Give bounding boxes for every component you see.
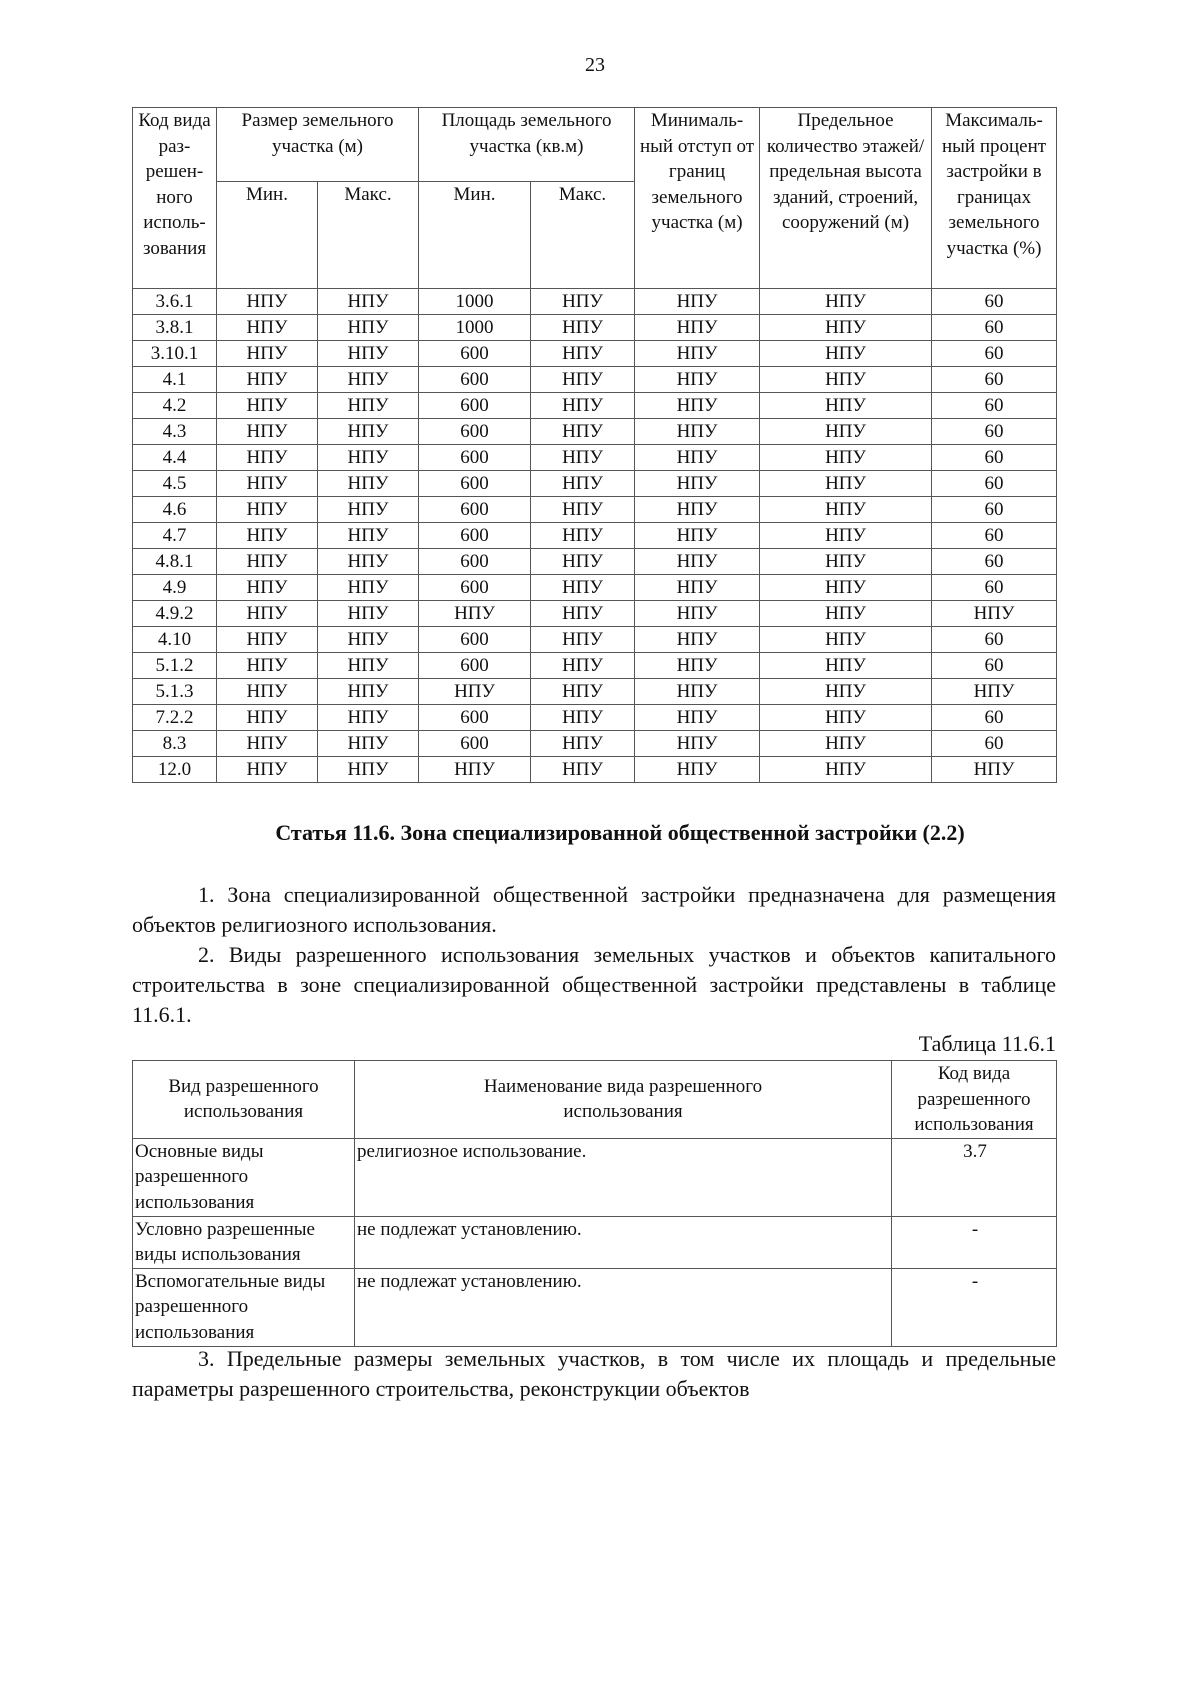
- cell-size-min: НПУ: [217, 367, 318, 393]
- table-row: [133, 315, 1057, 341]
- cell-size-max: НПУ: [318, 523, 419, 549]
- cell-setback: НПУ: [635, 341, 760, 367]
- cell-percent: 60: [932, 523, 1057, 549]
- cell-percent: 60: [932, 289, 1057, 315]
- cell-size-min: НПУ: [217, 549, 318, 575]
- cell-setback: НПУ: [635, 705, 760, 731]
- paragraph-2: [132, 940, 1056, 1030]
- header-use-name: Наименование вида разрешенного использования: [355, 1061, 892, 1139]
- cell-code: 3.10.1: [133, 341, 217, 367]
- cell-code: 4.1: [133, 367, 217, 393]
- cell-size-min: НПУ: [217, 731, 318, 757]
- table-caption: Таблица 11.6.1: [918, 1031, 1056, 1056]
- table-row: [133, 289, 1057, 315]
- cell-size-max: НПУ: [318, 393, 419, 419]
- cell-size-min: НПУ: [217, 523, 318, 549]
- cell-code: 3.8.1: [133, 315, 217, 341]
- table-row: [133, 497, 1057, 523]
- table-row: [133, 367, 1057, 393]
- use-name: не подлежат установлению.: [355, 1268, 892, 1346]
- table-row: [133, 523, 1057, 549]
- table-row: [133, 393, 1057, 419]
- cell-floors: НПУ: [760, 731, 932, 757]
- cell-size-max: НПУ: [318, 341, 419, 367]
- cell-code: 4.9.2: [133, 601, 217, 627]
- paragraph-1: [132, 880, 1056, 940]
- cell-setback: НПУ: [635, 445, 760, 471]
- cell-area-max: НПУ: [531, 315, 635, 341]
- cell-size-min: НПУ: [217, 471, 318, 497]
- table-row: [133, 627, 1057, 653]
- table-row: [133, 731, 1057, 757]
- header-area: Площадь земельного участка (кв.м): [419, 108, 635, 182]
- cell-setback: НПУ: [635, 367, 760, 393]
- cell-code: 4.4: [133, 445, 217, 471]
- cell-percent: 60: [932, 341, 1057, 367]
- cell-setback: НПУ: [635, 523, 760, 549]
- cell-code: 12.0: [133, 757, 217, 783]
- cell-size-max: НПУ: [318, 575, 419, 601]
- cell-area-max: НПУ: [531, 679, 635, 705]
- cell-area-max: НПУ: [531, 289, 635, 315]
- paragraph-1-text: 1. Зона специализированной общественной застройки предназначена для размещения объектов религиозного использования.: [132, 882, 1056, 937]
- cell-percent: 60: [932, 627, 1057, 653]
- table-row: [133, 1216, 1057, 1268]
- cell-area-max: НПУ: [531, 367, 635, 393]
- article-heading: Статья 11.6. Зона специализированной общественной застройки (2.2): [275, 820, 965, 845]
- cell-floors: НПУ: [760, 575, 932, 601]
- cell-area-max: НПУ: [531, 757, 635, 783]
- header-area-min: Мин.: [419, 182, 531, 289]
- header-use-code: Код вида разрешенного использования: [892, 1061, 1057, 1139]
- cell-size-max: НПУ: [318, 601, 419, 627]
- cell-percent: 60: [932, 705, 1057, 731]
- cell-code: 7.2.2: [133, 705, 217, 731]
- cell-floors: НПУ: [760, 653, 932, 679]
- cell-area-min: 600: [419, 445, 531, 471]
- cell-size-max: НПУ: [318, 653, 419, 679]
- cell-area-max: НПУ: [531, 549, 635, 575]
- cell-size-max: НПУ: [318, 367, 419, 393]
- cell-percent: НПУ: [932, 757, 1057, 783]
- cell-size-min: НПУ: [217, 445, 318, 471]
- cell-setback: НПУ: [635, 471, 760, 497]
- cell-percent: 60: [932, 393, 1057, 419]
- table-row: [133, 757, 1057, 783]
- paragraph-2-text: 2. Виды разрешенного использования земельных участков и объектов капитального строительства в зоне специализированной общественной застройки представлены в таблице 11.6.1.: [132, 942, 1056, 1027]
- cell-percent: 60: [932, 575, 1057, 601]
- cell-code: 4.6: [133, 497, 217, 523]
- cell-area-max: НПУ: [531, 523, 635, 549]
- use-code: -: [892, 1268, 1057, 1346]
- cell-size-max: НПУ: [318, 549, 419, 575]
- header-size-min: Мин.: [217, 182, 318, 289]
- cell-floors: НПУ: [760, 445, 932, 471]
- cell-size-max: НПУ: [318, 679, 419, 705]
- cell-floors: НПУ: [760, 367, 932, 393]
- cell-size-min: НПУ: [217, 601, 318, 627]
- cell-area-min: НПУ: [419, 601, 531, 627]
- cell-area-min: 600: [419, 419, 531, 445]
- cell-setback: НПУ: [635, 731, 760, 757]
- cell-area-min: 600: [419, 575, 531, 601]
- cell-size-min: НПУ: [217, 705, 318, 731]
- table-row: [133, 601, 1057, 627]
- cell-area-min: 600: [419, 497, 531, 523]
- cell-setback: НПУ: [635, 497, 760, 523]
- cell-size-max: НПУ: [318, 705, 419, 731]
- cell-setback: НПУ: [635, 627, 760, 653]
- cell-setback: НПУ: [635, 757, 760, 783]
- cell-area-max: НПУ: [531, 627, 635, 653]
- table-row: [133, 471, 1057, 497]
- table-row: [133, 1138, 1057, 1216]
- use-name: не подлежат установлению.: [355, 1216, 892, 1268]
- table-row: [133, 549, 1057, 575]
- cell-size-max: НПУ: [318, 471, 419, 497]
- cell-size-min: НПУ: [217, 393, 318, 419]
- cell-floors: НПУ: [760, 601, 932, 627]
- zone-parameters-table: [132, 107, 1057, 783]
- use-code: -: [892, 1216, 1057, 1268]
- header-code: Код вида раз- решен- ного исполь- зования: [133, 108, 217, 289]
- table-row: [133, 653, 1057, 679]
- permitted-use-table: [132, 1060, 1057, 1347]
- cell-area-min: 600: [419, 393, 531, 419]
- table-body: [133, 289, 1057, 783]
- cell-code: 4.2: [133, 393, 217, 419]
- table-row: [133, 341, 1057, 367]
- header-use-type: Вид разрешенного использования: [133, 1061, 355, 1139]
- cell-code: 5.1.3: [133, 679, 217, 705]
- header-setback: Минималь- ный отступ от границ земельного участка (м): [635, 108, 760, 289]
- cell-area-min: 1000: [419, 289, 531, 315]
- cell-size-min: НПУ: [217, 315, 318, 341]
- cell-size-min: НПУ: [217, 289, 318, 315]
- cell-area-min: НПУ: [419, 679, 531, 705]
- cell-floors: НПУ: [760, 679, 932, 705]
- cell-size-max: НПУ: [318, 289, 419, 315]
- use-name: религиозное использование.: [355, 1138, 892, 1216]
- cell-floors: НПУ: [760, 497, 932, 523]
- cell-size-max: НПУ: [318, 497, 419, 523]
- cell-size-min: НПУ: [217, 419, 318, 445]
- cell-percent: НПУ: [932, 679, 1057, 705]
- cell-size-max: НПУ: [318, 757, 419, 783]
- cell-percent: НПУ: [932, 601, 1057, 627]
- cell-floors: НПУ: [760, 341, 932, 367]
- cell-floors: НПУ: [760, 419, 932, 445]
- cell-size-max: НПУ: [318, 445, 419, 471]
- cell-code: 4.9: [133, 575, 217, 601]
- cell-size-max: НПУ: [318, 315, 419, 341]
- cell-setback: НПУ: [635, 549, 760, 575]
- cell-area-max: НПУ: [531, 341, 635, 367]
- use-type: Условно разрешенные виды использования: [133, 1216, 355, 1268]
- cell-area-min: 600: [419, 731, 531, 757]
- use-code: 3.7: [892, 1138, 1057, 1216]
- cell-floors: НПУ: [760, 393, 932, 419]
- cell-percent: 60: [932, 419, 1057, 445]
- table-row: [133, 575, 1057, 601]
- cell-percent: 60: [932, 445, 1057, 471]
- cell-size-min: НПУ: [217, 341, 318, 367]
- cell-percent: 60: [932, 367, 1057, 393]
- cell-setback: НПУ: [635, 289, 760, 315]
- cell-area-max: НПУ: [531, 731, 635, 757]
- cell-area-min: 600: [419, 471, 531, 497]
- table-row: [133, 1268, 1057, 1346]
- cell-area-min: 600: [419, 367, 531, 393]
- cell-floors: НПУ: [760, 523, 932, 549]
- cell-area-max: НПУ: [531, 653, 635, 679]
- cell-area-min: НПУ: [419, 757, 531, 783]
- cell-percent: 60: [932, 497, 1057, 523]
- cell-setback: НПУ: [635, 419, 760, 445]
- page-number: 23: [585, 54, 605, 76]
- cell-size-max: НПУ: [318, 419, 419, 445]
- use-type: Вспомогательные виды разрешенного использования: [133, 1268, 355, 1346]
- cell-percent: 60: [932, 653, 1057, 679]
- cell-floors: НПУ: [760, 627, 932, 653]
- cell-size-min: НПУ: [217, 653, 318, 679]
- cell-percent: 60: [932, 549, 1057, 575]
- cell-floors: НПУ: [760, 549, 932, 575]
- table-row: [133, 679, 1057, 705]
- cell-area-max: НПУ: [531, 393, 635, 419]
- cell-floors: НПУ: [760, 757, 932, 783]
- cell-setback: НПУ: [635, 575, 760, 601]
- cell-size-min: НПУ: [217, 757, 318, 783]
- header-floors: Предельное количество этажей/ предельная высота зданий, строений, сооружений (м): [760, 108, 932, 289]
- cell-floors: НПУ: [760, 315, 932, 341]
- cell-setback: НПУ: [635, 601, 760, 627]
- cell-code: 4.10: [133, 627, 217, 653]
- cell-size-min: НПУ: [217, 679, 318, 705]
- cell-size-max: НПУ: [318, 627, 419, 653]
- cell-percent: 60: [932, 315, 1057, 341]
- paragraph-3: [132, 1344, 1056, 1404]
- cell-area-max: НПУ: [531, 471, 635, 497]
- table-row: [133, 705, 1057, 731]
- cell-code: 4.5: [133, 471, 217, 497]
- table-row: [133, 419, 1057, 445]
- cell-code: 3.6.1: [133, 289, 217, 315]
- cell-area-max: НПУ: [531, 445, 635, 471]
- cell-area-min: 600: [419, 341, 531, 367]
- cell-setback: НПУ: [635, 315, 760, 341]
- cell-code: 5.1.2: [133, 653, 217, 679]
- cell-area-min: 600: [419, 705, 531, 731]
- cell-floors: НПУ: [760, 289, 932, 315]
- cell-area-min: 600: [419, 627, 531, 653]
- cell-floors: НПУ: [760, 471, 932, 497]
- cell-area-max: НПУ: [531, 575, 635, 601]
- cell-floors: НПУ: [760, 705, 932, 731]
- header-size: Размер земельного участка (м): [217, 108, 419, 182]
- cell-area-min: 600: [419, 523, 531, 549]
- use-type: Основные виды разрешенного использования: [133, 1138, 355, 1216]
- cell-size-min: НПУ: [217, 575, 318, 601]
- cell-setback: НПУ: [635, 653, 760, 679]
- header-area-max: Макс.: [531, 182, 635, 289]
- cell-area-max: НПУ: [531, 419, 635, 445]
- cell-setback: НПУ: [635, 679, 760, 705]
- cell-code: 4.7: [133, 523, 217, 549]
- cell-area-min: 600: [419, 653, 531, 679]
- table-row: [133, 445, 1057, 471]
- cell-setback: НПУ: [635, 393, 760, 419]
- cell-percent: 60: [932, 731, 1057, 757]
- cell-code: 8.3: [133, 731, 217, 757]
- header-size-max: Макс.: [318, 182, 419, 289]
- cell-area-max: НПУ: [531, 601, 635, 627]
- paragraph-3-text: 3. Предельные размеры земельных участков, в том числе их площадь и предельные параметры разрешенного строительства, реконструкции объектов: [132, 1346, 1056, 1401]
- cell-area-max: НПУ: [531, 705, 635, 731]
- header-percent: Максималь- ный процент застройки в границах земельного участка (%): [932, 108, 1057, 289]
- cell-size-min: НПУ: [217, 627, 318, 653]
- cell-code: 4.8.1: [133, 549, 217, 575]
- cell-size-min: НПУ: [217, 497, 318, 523]
- cell-area-max: НПУ: [531, 497, 635, 523]
- cell-area-min: 600: [419, 549, 531, 575]
- cell-code: 4.3: [133, 419, 217, 445]
- cell-percent: 60: [932, 471, 1057, 497]
- cell-area-min: 1000: [419, 315, 531, 341]
- cell-size-max: НПУ: [318, 731, 419, 757]
